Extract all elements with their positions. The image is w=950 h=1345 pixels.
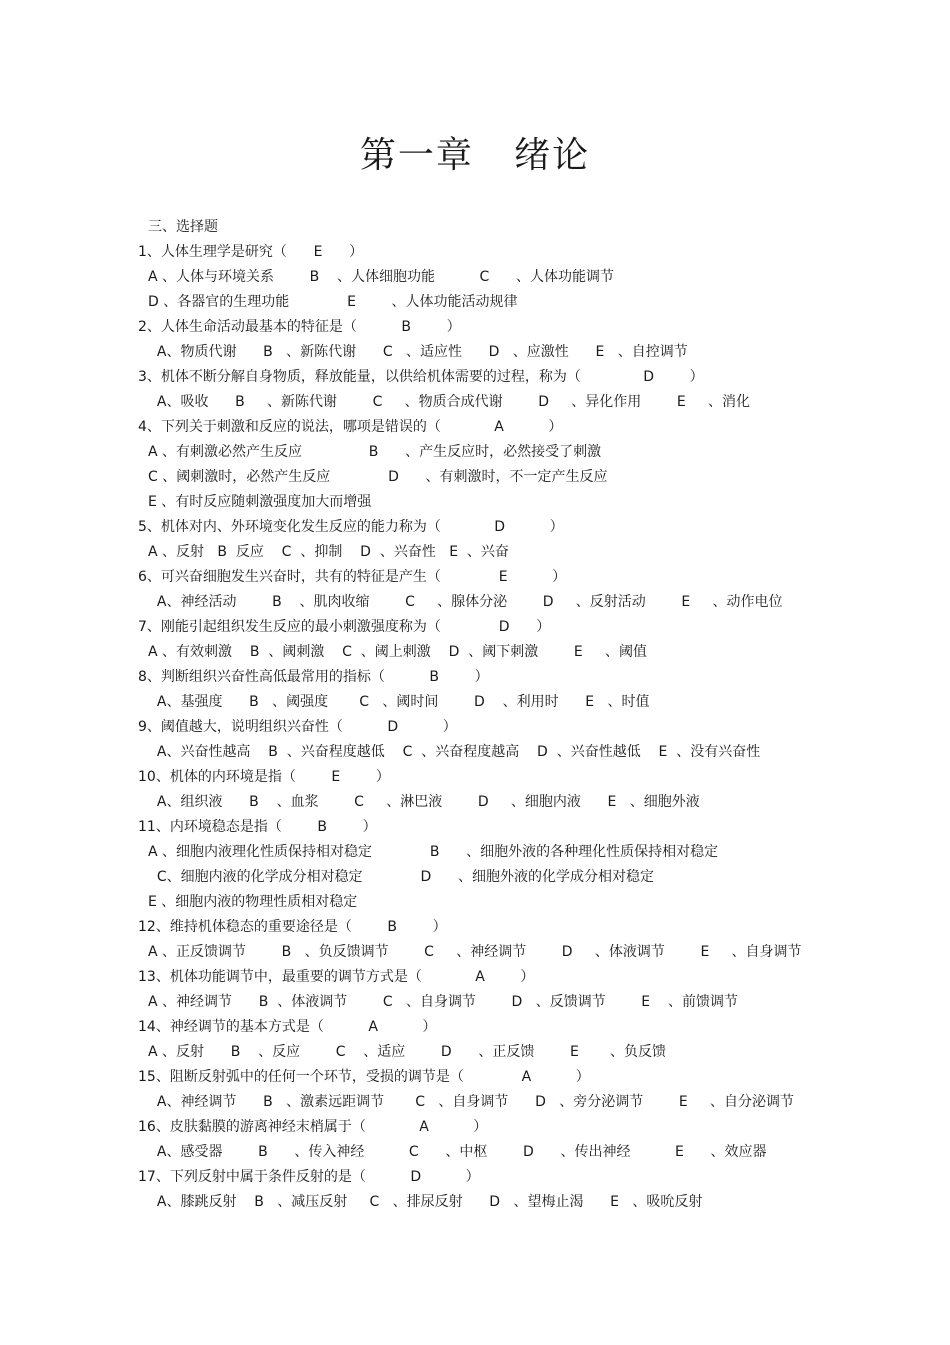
question-stem: 3、机体不断分解自身物质，释放能量，以供给机体需要的过程，称为（ D ） — [138, 369, 704, 385]
question-stem: 9、阈值越大，说明组织兴奋性（ D ） — [138, 719, 457, 735]
answer-options: A 、正反馈调节 B 、负反馈调节 C 、神经调节 D 、体液调节 E 、自身调节 — [148, 944, 802, 960]
section-heading: 三、选择题 — [148, 219, 218, 235]
question-stem: 6、可兴奋细胞发生兴奋时，共有的特征是产生（ E ） — [138, 569, 567, 585]
question-stem: 15、阻断反射弧中的任何一个环节，受损的调节是（ A ） — [138, 1069, 590, 1085]
answer-options: A 、反射 B 、反应 C 、适应 D 、正反馈 E 、负反馈 — [148, 1044, 666, 1060]
answer-options: A、吸收 B 、新陈代谢 C 、物质合成代谢 D 、异化作用 E 、消化 — [148, 394, 750, 410]
chapter-title: 第一章 绪论 — [359, 135, 591, 176]
answer-options: C 、阈刺激时，必然产生反应 D 、有刺激时，不一定产生反应 — [148, 469, 608, 485]
question-stem: 14、神经调节的基本方式是（ A ） — [138, 1019, 437, 1035]
answer-options: E 、有时反应随刺激强度加大而增强 — [148, 494, 372, 510]
question-stem: 17、下列反射中属于条件反射的是（ D ） — [138, 1169, 480, 1185]
answer-options: A 、有刺激必然产生反应 B 、产生反应时，必然接受了刺激 — [148, 444, 602, 460]
answer-options: A、组织液 B 、血浆 C 、淋巴液 D 、细胞内液 E 、细胞外液 — [148, 794, 700, 810]
answer-options: A、膝跳反射 B 、减压反射 C 、排尿反射 D 、望梅止渴 E 、吸吮反射 — [148, 1194, 703, 1210]
question-stem: 10、机体的内环境是指（ E ） — [138, 769, 390, 785]
question-stem: 1、人体生理学是研究（ E ） — [138, 244, 364, 260]
question-stem: 13、机体功能调节中，最重要的调节方式是（ A ） — [138, 969, 535, 985]
question-stem: 5、机体对内、外环境变化发生反应的能力称为（ D ） — [138, 519, 564, 535]
answer-options: D 、各器官的生理功能 E 、人体功能活动规律 — [148, 294, 518, 310]
question-stem: 11、内环境稳态是指（ B ） — [138, 819, 377, 835]
answer-options: A 、反射 B 反应 C 、抑制 D 、兴奋性 E 、兴奋 — [148, 544, 509, 560]
answer-options: E 、细胞内液的物理性质相对稳定 — [148, 894, 358, 910]
answer-options: C、细胞内液的化学成分相对稳定 D 、细胞外液的化学成分相对稳定 — [148, 869, 655, 885]
answer-options: A 、神经调节 B 、体液调节 C 、自身调节 D 、反馈调节 E 、前馈调节 — [148, 994, 738, 1010]
question-stem: 4、下列关于刺激和反应的说法，哪项是错误的（ A ） — [138, 419, 563, 435]
answer-options: A 、细胞内液理化性质保持相对稳定 B 、细胞外液的各种理化性质保持相对稳定 — [148, 844, 719, 860]
answer-options: A、基强度 B 、阈强度 C 、阈时间 D 、利用时 E 、时值 — [148, 694, 650, 710]
question-stem: 2、人体生命活动最基本的特征是（ B ） — [138, 319, 461, 335]
answer-options: A、物质代谢 B 、新陈代谢 C 、适应性 D 、应激性 E 、自控调节 — [148, 344, 688, 360]
answer-options: A 、有效刺激 B 、阈刺激 C 、阈上刺激 D 、阈下刺激 E 、阈值 — [148, 644, 647, 660]
answer-options: A、感受器 B 、传入神经 C 、中枢 D 、传出神经 E 、效应器 — [148, 1144, 767, 1160]
question-stem: 16、皮肤黏膜的游离神经末梢属于（ A ） — [138, 1119, 488, 1135]
question-list — [138, 215, 918, 1215]
question-stem: 7、刚能引起组织发生反应的最小刺激强度称为（ D ） — [138, 619, 551, 635]
answer-options: A、神经调节 B 、激素远距调节 C 、自身调节 D 、旁分泌调节 E 、自分泌调节 — [148, 1094, 794, 1110]
question-stem: 12、维持机体稳态的重要途径是（ B ） — [138, 919, 447, 935]
answer-options: A、神经活动 B 、肌肉收缩 C 、腺体分泌 D 、反射活动 E 、动作电位 — [148, 594, 783, 610]
answer-options: A、兴奋性越高 B 、兴奋程度越低 C 、兴奋程度越高 D 、兴奋性越低 E 、没有兴奋性 — [148, 744, 761, 760]
answer-options: A 、人体与环境关系 B 、人体细胞功能 C 、人体功能调节 — [148, 269, 615, 285]
question-stem: 8、判断组织兴奋性高低最常用的指标（ B ） — [138, 669, 489, 685]
